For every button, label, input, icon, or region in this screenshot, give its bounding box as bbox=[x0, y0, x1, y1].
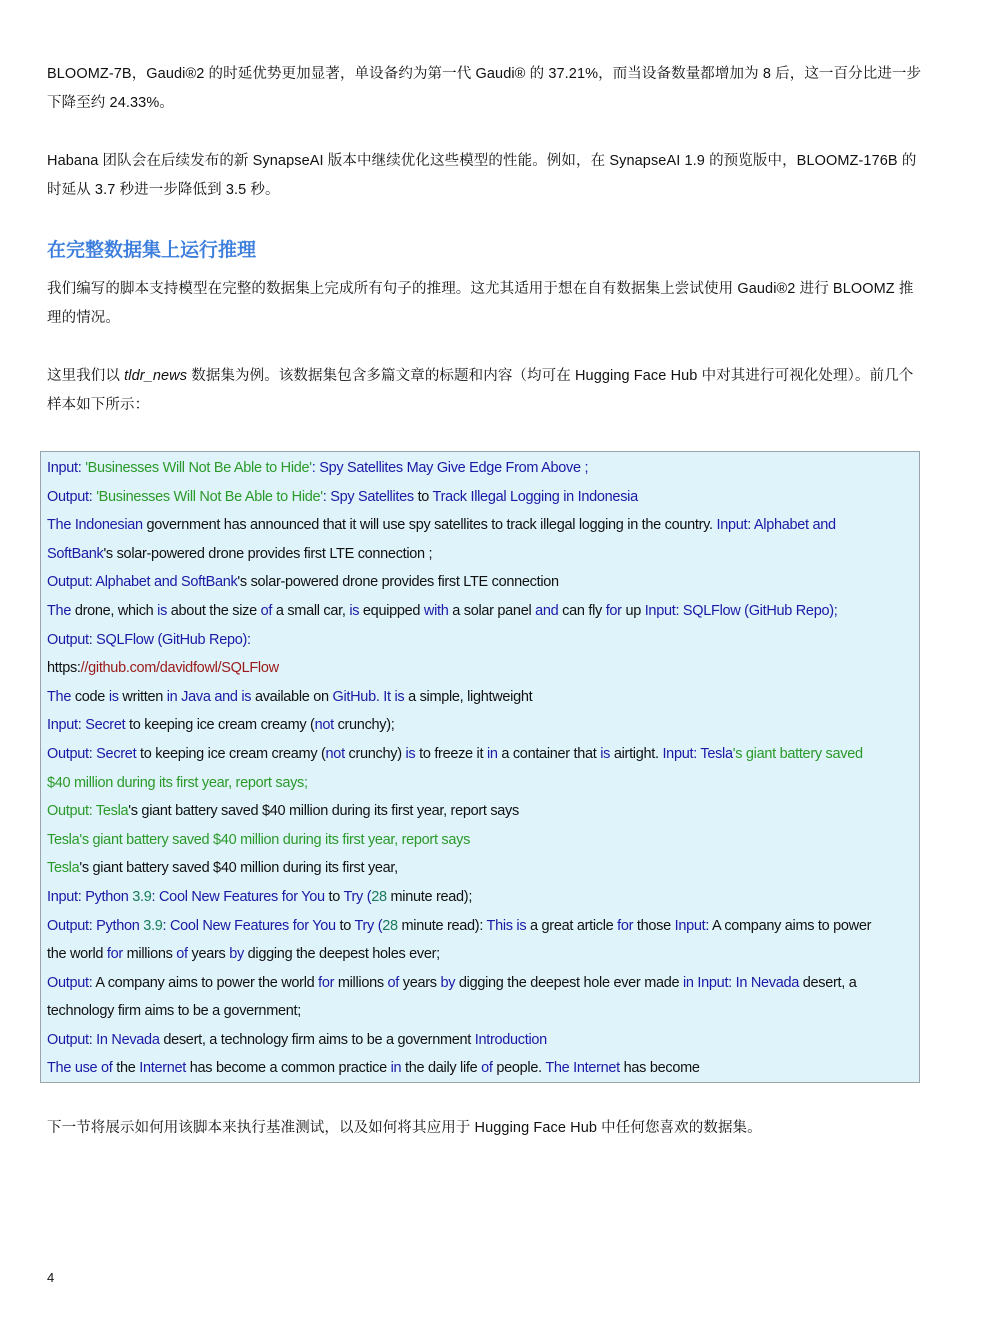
code-token: available on bbox=[254, 688, 333, 705]
code-line bbox=[47, 912, 913, 941]
code-token: to bbox=[417, 488, 433, 505]
code-token: drone, which bbox=[74, 602, 158, 619]
code-token: This is bbox=[486, 917, 531, 934]
code-line bbox=[47, 626, 913, 655]
code-token: Tesla's giant battery saved $40 million during its first year, report says bbox=[47, 831, 471, 848]
code-token: 'Businesses Will Not Be Able to Hide' bbox=[85, 460, 312, 476]
code-token: for bbox=[617, 917, 637, 934]
code-token: for bbox=[106, 946, 127, 963]
code-token: equipped bbox=[362, 602, 424, 619]
code-line bbox=[47, 1026, 913, 1055]
code-token: and bbox=[535, 602, 563, 619]
code-line bbox=[47, 483, 913, 512]
code-token: 3.9 bbox=[132, 888, 152, 905]
code-line bbox=[47, 540, 913, 569]
code-token: Introduction bbox=[474, 1031, 547, 1048]
code-line bbox=[47, 883, 913, 912]
code-token: : Spy Satellites bbox=[322, 488, 418, 505]
code-token: The Internet bbox=[545, 1060, 624, 1077]
code-token: to keeping ice cream creamy ( bbox=[129, 717, 315, 734]
code-token: the bbox=[116, 1060, 140, 1077]
code-token: Internet bbox=[139, 1060, 190, 1077]
code-token: 's giant battery saved bbox=[732, 745, 863, 762]
code-token: Output: SQLFlow (GitHub Repo): bbox=[47, 631, 251, 648]
code-token: Output: Tesla bbox=[47, 803, 129, 820]
section-heading: 在完整数据集上运行推理 bbox=[47, 240, 257, 261]
code-token: government has announced that it will use spy satellites to track illegal logging in the country. bbox=[146, 517, 717, 534]
code-token: has become a common practice bbox=[189, 1060, 391, 1077]
code-line bbox=[47, 711, 913, 740]
code-token: digging the deepest hole ever made bbox=[458, 974, 683, 991]
paragraph-full-dataset-script: 我们编写的脚本支持模型在完整的数据集上完成所有句子的推理。这尤其适用于想在自有数据集上尝试使用 Gaudi®2 进行 BLOOMZ 推理的情况。 bbox=[47, 281, 914, 326]
code-token: technology firm aims to be a government; bbox=[47, 1003, 301, 1020]
code-token: a great article bbox=[530, 917, 618, 934]
code-token: Try ( bbox=[343, 888, 372, 905]
code-token: by bbox=[229, 946, 248, 963]
code-token: 's giant battery saved $40 million during its first year, bbox=[79, 860, 398, 877]
code-token: for bbox=[318, 974, 338, 991]
code-line bbox=[47, 683, 913, 712]
code-token: A company aims to power the world bbox=[95, 974, 319, 991]
code-line bbox=[47, 454, 913, 483]
code-token: for bbox=[605, 602, 626, 619]
paragraph-next-section: 下一节将展示如何用该脚本来执行基准测试，以及如何将其应用于 Hugging Face Hub 中任何您喜欢的数据集。 bbox=[47, 1120, 762, 1136]
code-token: Input: Python bbox=[47, 888, 133, 905]
code-token: is bbox=[157, 602, 171, 619]
code-token: digging the deepest holes ever; bbox=[247, 946, 440, 963]
code-token: //github.com/davidfowl/SQLFlow bbox=[80, 660, 279, 677]
code-token: in bbox=[683, 974, 698, 991]
code-token: years bbox=[191, 946, 230, 963]
code-token: A company aims to power bbox=[712, 917, 872, 934]
code-token: with bbox=[423, 602, 453, 619]
code-token: 's solar-powered drone provides first LTE connection bbox=[237, 574, 559, 591]
code-token: a small car, bbox=[275, 602, 350, 619]
paragraph-synapseai-optimization: Habana 团队会在后续发布的新 SynapseAI 版本中继续优化这些模型的性能。例如，在 SynapseAI 1.9 的预览版中，BLOOMZ-176B 的时延从 3.7 秒进一步降低到 3.5 秒。 bbox=[47, 153, 917, 198]
code-token: a simple, lightweight bbox=[408, 688, 533, 705]
code-token: Input: bbox=[674, 917, 713, 934]
code-line bbox=[47, 940, 913, 969]
code-token: SoftBank bbox=[47, 545, 104, 562]
code-token: the world bbox=[47, 946, 107, 963]
code-token: the daily life bbox=[405, 1060, 482, 1077]
code-token: is bbox=[600, 745, 614, 762]
code-token: : Spy Satellites May Give Edge From Above ; bbox=[311, 460, 589, 476]
code-token: 'Businesses Will Not Be Able to Hide' bbox=[96, 488, 323, 505]
code-token: code bbox=[74, 688, 109, 705]
code-token: of bbox=[176, 946, 192, 963]
p4-text-after: 数据集为例。该数据集包含多篇文章的标题和内容（均可在 Hugging Face Hub 中对其进行可视化处理）。前几个样本如下所示： bbox=[47, 368, 914, 413]
code-token: Input: bbox=[47, 460, 86, 476]
code-token: years bbox=[402, 974, 441, 991]
code-token: written bbox=[122, 688, 167, 705]
code-token: is bbox=[108, 688, 123, 705]
paragraph-latency-advantage: BLOOMZ-7B，Gaudi®2 的时延优势更加显著，单设备约为第一代 Gaudi® 的 37.21%，而当设备数量都增加为 8 后，这一百分比进一步下降至约 24.33%。 bbox=[47, 66, 922, 111]
dataset-name: tldr_news bbox=[124, 368, 188, 384]
code-token: can fly bbox=[562, 602, 606, 619]
code-token: not bbox=[325, 745, 349, 762]
code-token: 28 bbox=[382, 917, 402, 934]
code-token: not bbox=[314, 717, 338, 734]
code-token: millions bbox=[126, 946, 177, 963]
code-token: Input: SQLFlow (GitHub Repo); bbox=[644, 602, 838, 619]
page-number: 4 bbox=[47, 1270, 55, 1285]
code-token: Tesla bbox=[47, 860, 80, 877]
code-token: about the size bbox=[170, 602, 261, 619]
code-token: : Cool New Features for You bbox=[151, 888, 329, 905]
code-token: in bbox=[486, 745, 502, 762]
code-token: desert, a bbox=[802, 974, 857, 991]
code-token: 28 bbox=[371, 888, 391, 905]
code-token: minute read); bbox=[390, 888, 473, 905]
code-token: The bbox=[47, 602, 75, 619]
code-token: is bbox=[405, 745, 420, 762]
code-token: a container that bbox=[501, 745, 601, 762]
p4-text-before: 这里我们以 bbox=[47, 368, 125, 384]
code-token: https: bbox=[47, 660, 81, 677]
code-token: airtight. bbox=[613, 745, 663, 762]
code-token: Track Illegal Logging in Indonesia bbox=[432, 488, 638, 505]
code-token: Input: Alphabet and bbox=[716, 517, 836, 534]
code-token: has become bbox=[623, 1060, 700, 1077]
code-token: Input: Secret bbox=[47, 717, 130, 734]
code-token: to bbox=[328, 888, 344, 905]
code-token: Output: In Nevada bbox=[47, 1031, 164, 1048]
code-token: Output: Alphabet and SoftBank bbox=[47, 574, 238, 591]
code-token: by bbox=[440, 974, 459, 991]
code-token: 3.9 bbox=[143, 917, 163, 934]
code-token: a solar panel bbox=[452, 602, 536, 619]
code-token: 's solar-powered drone provides first LTE connection ; bbox=[103, 545, 433, 562]
code-token: Output: Python bbox=[47, 917, 144, 934]
code-token: minute read): bbox=[401, 917, 487, 934]
code-token: crunchy) bbox=[348, 745, 406, 762]
code-token: to keeping ice cream creamy ( bbox=[140, 745, 326, 762]
code-token: Output: bbox=[47, 488, 97, 505]
code-line bbox=[47, 1054, 913, 1083]
code-line bbox=[47, 597, 913, 626]
code-line bbox=[47, 826, 913, 855]
code-token: Input: In Nevada bbox=[697, 974, 803, 991]
code-line bbox=[47, 997, 913, 1026]
code-line bbox=[47, 797, 913, 826]
code-token: in bbox=[390, 1060, 406, 1077]
code-line bbox=[47, 854, 913, 883]
code-line bbox=[47, 969, 913, 998]
code-line bbox=[47, 654, 913, 683]
code-token: The use of bbox=[47, 1060, 117, 1077]
code-token: of bbox=[387, 974, 403, 991]
code-token: Output: Secret bbox=[47, 745, 141, 762]
code-line bbox=[47, 740, 913, 769]
code-token: is bbox=[349, 602, 363, 619]
code-token: up bbox=[625, 602, 645, 619]
code-token: $40 million during its first year, report says; bbox=[47, 774, 308, 791]
code-token: Input: Tesla bbox=[662, 745, 733, 762]
code-token: people. bbox=[496, 1060, 546, 1077]
code-token: of bbox=[481, 1060, 497, 1077]
code-line bbox=[47, 568, 913, 597]
code-line bbox=[47, 511, 913, 540]
code-token: crunchy); bbox=[337, 717, 395, 734]
code-line bbox=[47, 769, 913, 798]
code-token: The bbox=[47, 688, 75, 705]
code-token: of bbox=[260, 602, 276, 619]
code-token: desert, a technology firm aims to be a government bbox=[163, 1031, 475, 1048]
code-token: The Indonesian bbox=[47, 517, 147, 534]
code-token: to bbox=[339, 917, 355, 934]
code-token: Output: bbox=[47, 974, 96, 991]
code-token: : Cool New Features for You bbox=[162, 917, 340, 934]
paragraph-tldr-news-example bbox=[47, 362, 922, 420]
code-token: 's giant battery saved $40 million during its first year, report says bbox=[128, 803, 519, 820]
code-token: to freeze it bbox=[419, 745, 487, 762]
code-token: in Java and is bbox=[166, 688, 255, 705]
code-token: Try ( bbox=[354, 917, 383, 934]
code-token: millions bbox=[337, 974, 388, 991]
code-token: those bbox=[636, 917, 675, 934]
code-token: GitHub. It is bbox=[332, 688, 409, 705]
code-sample-block bbox=[40, 451, 920, 1083]
